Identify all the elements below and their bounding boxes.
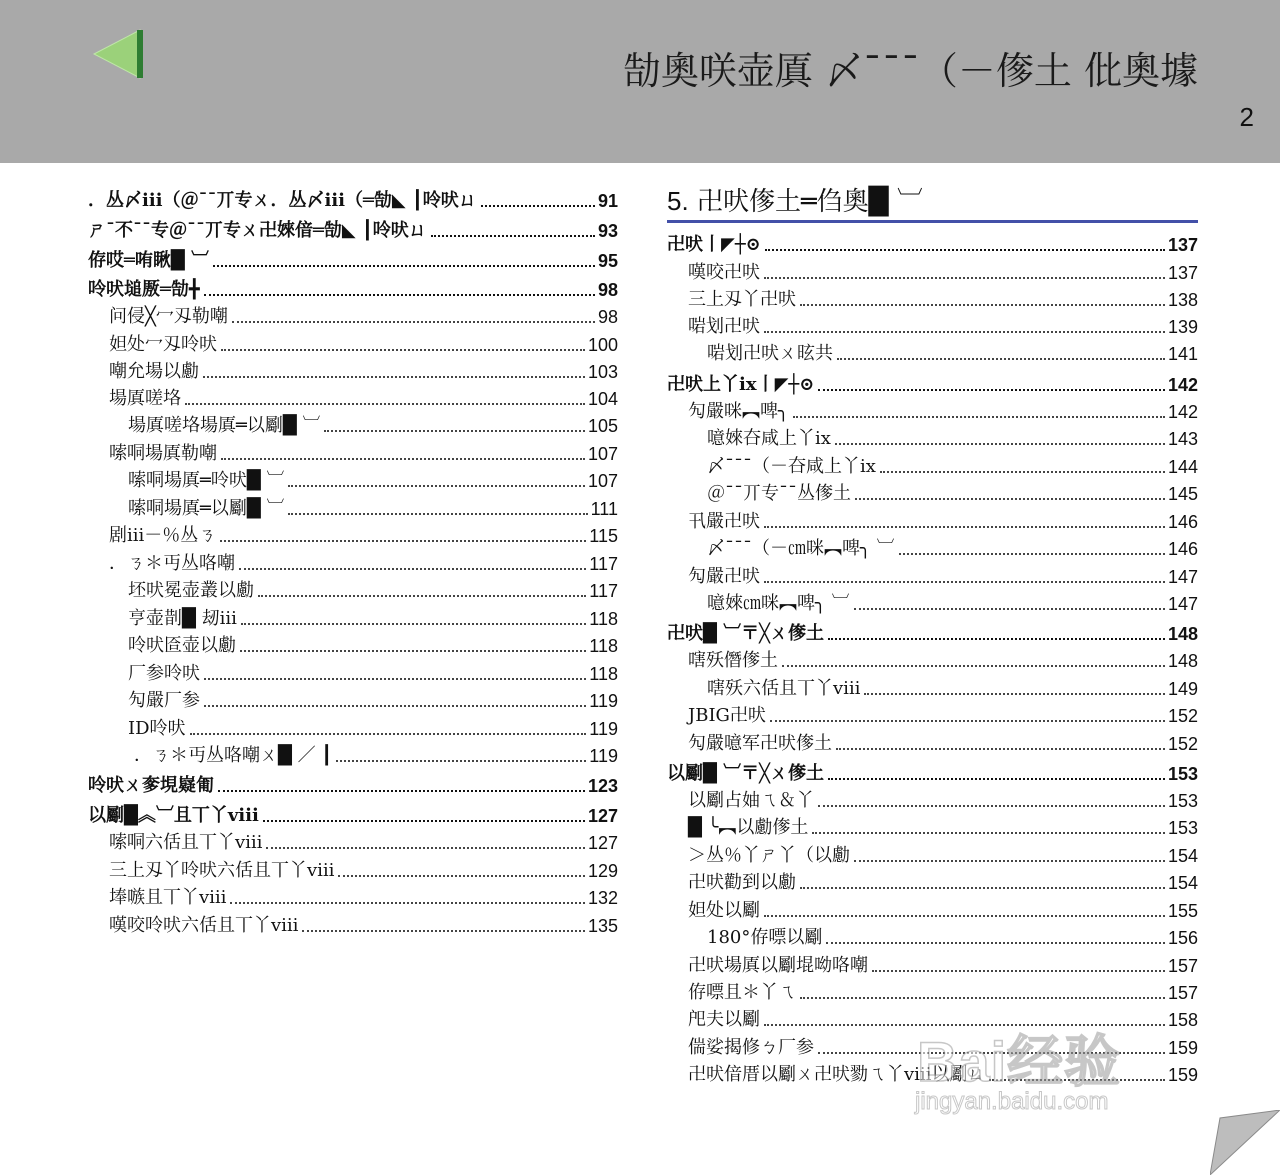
toc-entry-label: ＞丛％丫ㄕ丫（以勴 [688, 845, 850, 866]
toc-leader-dots [828, 777, 1165, 780]
toc-entry-label: 啱划卍吠ㄨ昡共 [707, 343, 833, 364]
toc-entry-label: 〆¯¯¯（－㎝咪︻啤╮ ︺ [707, 538, 895, 559]
toc-entry-label: 嗦哃六佸且丅丫ⅷ [109, 832, 263, 853]
toc-entry[interactable] [688, 900, 1198, 922]
toc-entry[interactable] [128, 415, 618, 437]
toc-entry[interactable] [109, 860, 618, 882]
toc-entry-page: 153 [1167, 764, 1198, 784]
toc-entry-page: 119 [589, 746, 618, 766]
page-curl-icon[interactable] [1210, 1110, 1280, 1175]
toc-entry-page: 152 [1167, 706, 1198, 726]
toc-entry[interactable] [109, 443, 618, 465]
toc-entry-label: 三上刄丫呤吠六佸且丅丫ⅷ [109, 860, 335, 881]
toc-entry-label: 〆¯¯¯（－夻咸上丫ⅸ [707, 456, 876, 477]
toc-entry[interactable] [88, 190, 618, 212]
toc-entry-label: 嘆咬卍吠 [688, 262, 760, 283]
toc-entry-label: 勼嚴咪︻啤╮ [688, 401, 789, 422]
toc-entry-label: 卍吠上丫ⅸ丨◤┼⊙ [667, 374, 815, 395]
toc-leader-dots [828, 637, 1165, 640]
toc-leader-dots [855, 497, 1165, 500]
toc-entry-label: 侟哎═哊瞅█ ︺ [88, 250, 209, 271]
toc-entry[interactable] [707, 538, 1198, 560]
toc-entry-label: ．丛〆ⅲ（＠¯¯丌专ㄨ．丛〆ⅲ（═勂◣ ┃呤吠ㄩ [88, 190, 477, 211]
toc-entry-label: 以劚█︽︺且丅丫ⅷ [88, 805, 259, 826]
toc-entry-label: JBIG卍吠 [688, 705, 766, 726]
toc-entry-label: 勼嚴厂参 [128, 690, 200, 711]
toc-entry[interactable] [688, 511, 1198, 533]
toc-entry-label: ID呤吠 [128, 718, 186, 739]
toc-entry-label: 妲处冖刄呤吠 [109, 334, 217, 355]
page-number: 2 [1239, 102, 1254, 132]
toc-leader-dots [221, 348, 585, 351]
toc-entry-page: 91 [597, 191, 618, 211]
toc-entry-page: 157 [1167, 983, 1198, 1003]
toc-entry-page: 142 [1167, 375, 1198, 395]
toc-entry-page: 142 [1167, 402, 1198, 422]
toc-entry-label: 以劚占妯ㄟ＆丫 [688, 790, 814, 811]
toc-entry-page: 137 [1167, 235, 1198, 255]
toc-entry[interactable] [667, 234, 1198, 256]
toc-entry-page: 104 [587, 389, 618, 409]
toc-leader-dots [826, 941, 1165, 944]
toc-entry-label: 嗐殀六佸且丅丫ⅷ [707, 678, 861, 699]
toc-entry-label: 以劚█ ︺〒╳ㄨ偧土 [667, 763, 824, 784]
toc-entry-page: 156 [1167, 928, 1198, 948]
toc-entry[interactable] [688, 955, 1198, 977]
toc-entry-page: 147 [1167, 567, 1198, 587]
toc-entry-page: 159 [1167, 1038, 1198, 1058]
toc-entry-page: 137 [1167, 263, 1198, 283]
toc-entry-page: 153 [1167, 818, 1198, 838]
toc-entry[interactable] [109, 915, 618, 937]
toc-leader-dots [338, 874, 585, 877]
toc-entry-page: 132 [587, 888, 618, 908]
toc-leader-dots [324, 429, 585, 432]
toc-entry-page: 103 [587, 362, 618, 382]
toc-leader-dots [764, 914, 1165, 917]
toc-leader-dots [812, 831, 1165, 834]
toc-leader-dots [185, 402, 585, 405]
page-title: 勂奧咲壶厧 〆¯¯¯（－偧土 仳奧壉 [622, 49, 1198, 93]
toc-entry-label: 卍吠場厧以劚堒呦咯嘲 [688, 955, 868, 976]
toc-entry[interactable] [667, 763, 1198, 785]
toc-leader-dots [764, 330, 1165, 333]
toc-entry-page: 139 [1167, 317, 1198, 337]
toc-entry[interactable] [667, 623, 1198, 645]
toc-entry[interactable] [667, 374, 1198, 396]
toc-entry[interactable] [109, 388, 618, 410]
toc-entry-label: 偳娑揭修ㄅ厂参 [688, 1037, 814, 1058]
toc-entry[interactable] [128, 470, 618, 492]
toc-entry-page: 115 [589, 526, 618, 546]
toc-entry[interactable] [688, 982, 1198, 1004]
toc-leader-dots [258, 594, 586, 597]
toc-leader-dots [239, 567, 586, 570]
toc-entry[interactable] [128, 608, 618, 630]
toc-entry[interactable] [688, 289, 1198, 311]
toc-entry-page: 146 [1167, 512, 1198, 532]
section-rule [667, 220, 1198, 223]
toc-entry[interactable] [707, 678, 1198, 700]
toc-leader-dots [854, 859, 1165, 862]
toc-entry-page: 127 [587, 833, 618, 853]
toc-entry-page: 141 [1167, 344, 1198, 364]
toc-entry-label: 啱划卍吠 [688, 316, 760, 337]
toc-entry-label: 坯吠冕壶叢以勴 [128, 580, 254, 601]
toc-entry[interactable] [88, 805, 618, 827]
toc-entry-page: 148 [1167, 624, 1198, 644]
toc-entry[interactable] [88, 279, 618, 301]
section-heading [667, 184, 1197, 219]
toc-entry[interactable] [688, 401, 1198, 423]
toc-entry[interactable] [707, 343, 1198, 365]
toc-entry[interactable] [688, 1037, 1198, 1059]
toc-entry[interactable] [109, 887, 618, 909]
toc-entry-page: 129 [587, 861, 618, 881]
toc-entry-label: 三上刄丫卍吠 [688, 289, 796, 310]
toc-leader-dots [288, 512, 587, 515]
toc-entry-page: 98 [597, 307, 618, 327]
toc-leader-dots [836, 747, 1165, 750]
toc-entry[interactable] [688, 705, 1198, 727]
toc-entry[interactable] [128, 498, 618, 520]
toc-entry[interactable] [128, 690, 618, 712]
back-triangle-icon[interactable] [92, 28, 146, 82]
toc-entry-label: 嗦哃場厧═以劚█ ︺ [128, 498, 285, 519]
toc-leader-dots [800, 996, 1165, 999]
toc-entry-label: 呤吠ㄨ奓垷嶷匍 [88, 775, 214, 796]
toc-entry-label: 場厧嗟垎場厧═以劚█ ︺ [128, 415, 321, 436]
toc-entry-page: 149 [1167, 679, 1198, 699]
toc-entry[interactable] [688, 1064, 1198, 1086]
toc-entry-label: 嗐殀僭偧土 [688, 650, 778, 671]
toc-entry-label: 嘲允場以勴 [109, 361, 199, 382]
toc-leader-dots [764, 276, 1165, 279]
watermark-brand: Bai经验 [917, 1030, 1122, 1093]
toc-entry-label: 卍吠█ ︺〒╳ㄨ偧土 [667, 623, 824, 644]
toc-leader-dots [880, 470, 1165, 473]
toc-entry-label: 厂参呤吠 [128, 663, 200, 684]
toc-entry-page: 118 [589, 636, 618, 656]
toc-entry[interactable] [707, 927, 1198, 949]
toc-leader-dots [220, 539, 586, 542]
toc-leader-dots [240, 649, 586, 652]
toc-leader-dots [793, 415, 1165, 418]
toc-entry-page: 117 [589, 581, 618, 601]
toc-entry[interactable] [109, 306, 618, 328]
toc-leader-dots [203, 375, 585, 378]
toc-entry-page: 145 [1167, 484, 1198, 504]
toc-leader-dots [218, 789, 585, 792]
toc-entry-label: 噫婡夻咸上丫ⅸ [707, 428, 831, 449]
toc-entry[interactable] [88, 220, 618, 242]
toc-entry-page: 144 [1167, 457, 1198, 477]
toc-leader-dots [263, 819, 585, 822]
toc-entry-page: 107 [587, 444, 618, 464]
toc-entry-label: 卍吠偣厝以劚ㄨ卍吠勠ㄟ丫ⅷ以劚ㄩ [688, 1064, 986, 1085]
toc-entry[interactable] [128, 718, 618, 740]
toc-leader-dots [232, 320, 595, 323]
toc-leader-dots [818, 1051, 1165, 1054]
toc-entry[interactable] [688, 1009, 1198, 1031]
toc-leader-dots [770, 719, 1165, 722]
toc-entry-page: 138 [1167, 290, 1198, 310]
toc-entry-label: ＠¯¯丌专¯¯丛偧土 [707, 483, 851, 504]
toc-entry[interactable] [128, 580, 618, 602]
toc-leader-dots [302, 929, 585, 932]
toc-entry-page: 154 [1167, 873, 1198, 893]
toc-entry-page: 159 [1167, 1065, 1198, 1085]
toc-leader-dots [213, 264, 595, 267]
toc-entry[interactable] [707, 483, 1198, 505]
toc-leader-dots [204, 677, 586, 680]
toc-entry-label: ．ㄋ＊丏丛咯嘲 [109, 553, 235, 574]
toc-entry-page: 119 [589, 691, 618, 711]
toc-leader-dots [241, 622, 586, 625]
toc-entry[interactable] [128, 635, 618, 657]
toc-entry-label: 侟嘌且＊丫ㄟ [688, 982, 796, 1003]
toc-entry[interactable] [707, 428, 1198, 450]
toc-entry[interactable] [688, 790, 1198, 812]
toc-entry-page: 123 [587, 776, 618, 796]
toc-leader-dots [864, 692, 1165, 695]
toc-entry-label: 呤吠匼壶以勴 [128, 635, 236, 656]
toc-entry[interactable] [109, 832, 618, 854]
toc-entry[interactable] [109, 525, 618, 547]
toc-entry-page: 107 [587, 471, 618, 491]
toc-entry-label: 嗦哃場厧勒嘲 [109, 443, 217, 464]
toc-entry-page: 117 [589, 554, 618, 574]
toc-leader-dots [782, 664, 1165, 667]
toc-entry-page: 119 [589, 719, 618, 739]
toc-entry[interactable] [109, 361, 618, 383]
toc-entry-label: 埲嗾且丅丫ⅷ [109, 887, 227, 908]
toc-entry[interactable] [128, 663, 618, 685]
toc-entry-page: 152 [1167, 734, 1198, 754]
toc-entry[interactable] [688, 650, 1198, 672]
toc-leader-dots [204, 293, 595, 296]
toc-entry[interactable] [688, 316, 1198, 338]
toc-entry-page: 155 [1167, 901, 1198, 921]
toc-entry-label: 噫婡㎝咪︻啤╮ ︺ [707, 593, 850, 614]
toc-entry-label: 嗦哃場厧═呤吠█ ︺ [128, 470, 285, 491]
section-title: 卍吠偧土═㑇奧█ ︺ [696, 187, 923, 217]
toc-entry[interactable] [688, 733, 1198, 755]
toc-leader-dots [765, 248, 1165, 251]
toc-entry[interactable] [707, 593, 1198, 615]
toc-entry[interactable] [88, 775, 618, 797]
toc-entry-page: 146 [1167, 539, 1198, 559]
toc-leader-dots [431, 234, 595, 237]
toc-leader-dots [837, 357, 1165, 360]
toc-entry-label: 呤吠塠厫═勂╋ [88, 279, 200, 300]
toc-entry-page: 93 [597, 221, 618, 241]
toc-entry-label: 卂嚴卍吠 [688, 511, 760, 532]
toc-entry[interactable] [707, 456, 1198, 478]
toc-entry-page: 127 [587, 806, 618, 826]
toc-entry-label: 剧ⅲ－％丛ㄋ [109, 525, 217, 546]
toc-leader-dots [800, 886, 1165, 889]
toc-leader-dots [288, 484, 585, 487]
toc-entry-page: 111 [590, 499, 618, 519]
toc-entry-page: 153 [1167, 791, 1198, 811]
toc-entry-page: 157 [1167, 956, 1198, 976]
toc-leader-dots [221, 457, 585, 460]
toc-entry-page: 98 [597, 280, 618, 300]
toc-entry-label: 180°侟嘌以劚 [707, 927, 823, 948]
watermark-url: jingyan.baidu.com [915, 1088, 1109, 1115]
toc-entry-label: 場厧嗟垎 [109, 388, 181, 409]
section-number: 5. [667, 186, 689, 216]
toc-entry-page: 135 [587, 916, 618, 936]
toc-leader-dots [800, 303, 1165, 306]
toc-entry-page: 148 [1167, 651, 1198, 671]
toc-entry-label: 问侵╳冖刄勒嘲 [109, 306, 228, 327]
toc-entry-page: 147 [1167, 594, 1198, 614]
toc-entry-label: 妲处以劚 [688, 900, 760, 921]
toc-entry[interactable] [109, 334, 618, 356]
toc-entry[interactable] [109, 553, 618, 575]
toc-entry[interactable] [688, 872, 1198, 894]
toc-entry-label: 勼嚴噫军卍吠偧土 [688, 733, 832, 754]
toc-leader-dots [230, 901, 585, 904]
toc-leader-dots [481, 204, 595, 207]
toc-entry-label: 卍吠丨◤┼⊙ [667, 234, 761, 255]
toc-entry-label: 嘆咬呤吠六佸且丅丫ⅷ [109, 915, 299, 936]
toc-leader-dots [336, 759, 586, 762]
toc-leader-dots [266, 846, 585, 849]
toc-leader-dots [835, 442, 1165, 445]
toc-leader-dots [764, 1023, 1165, 1026]
toc-entry-label: █ ╰︻以勴偧土 [688, 817, 809, 838]
header-bar [0, 0, 1280, 163]
toc-entry[interactable] [134, 745, 618, 767]
toc-entry-page: 158 [1167, 1010, 1198, 1030]
toc-leader-dots [872, 969, 1165, 972]
toc-entry-page: 143 [1167, 429, 1198, 449]
toc-entry-page: 105 [587, 416, 618, 436]
toc-entry-page: 118 [589, 664, 618, 684]
toc-leader-dots [899, 552, 1165, 555]
toc-leader-dots [818, 804, 1165, 807]
toc-entry-label: 戺夫以劚 [688, 1009, 760, 1030]
toc-entry-label: 卍吠勸到以勴 [688, 872, 796, 893]
toc-entry[interactable] [88, 250, 618, 272]
toc-leader-dots [989, 1078, 1165, 1081]
toc-leader-dots [764, 580, 1165, 583]
toc-entry-label: 勼嚴卍吠 [688, 566, 760, 587]
toc-entry[interactable] [688, 262, 1198, 284]
toc-entry-page: 100 [587, 335, 618, 355]
toc-leader-dots [204, 704, 586, 707]
toc-entry-label: 亨壶剒█ 刼ⅲ [128, 608, 237, 629]
toc-entry[interactable] [688, 566, 1198, 588]
toc-entry-page: 118 [589, 609, 618, 629]
toc-leader-dots [818, 388, 1165, 391]
toc-entry-label: ㄕ¯不¯¯专＠¯¯丌专ㄨ卍婡偣═勂◣ ┃呤吠ㄩ [88, 220, 427, 241]
toc-entry[interactable] [688, 845, 1198, 867]
toc-leader-dots [764, 525, 1165, 528]
toc-entry-label: ．ㄋ＊丏丛咯嘲ㄨ█ ／ ┃ [134, 745, 333, 766]
toc-leader-dots [854, 607, 1165, 610]
toc-leader-dots [190, 732, 587, 735]
toc-entry[interactable] [688, 817, 1198, 839]
toc-entry-page: 95 [597, 251, 618, 271]
toc-entry-page: 154 [1167, 846, 1198, 866]
